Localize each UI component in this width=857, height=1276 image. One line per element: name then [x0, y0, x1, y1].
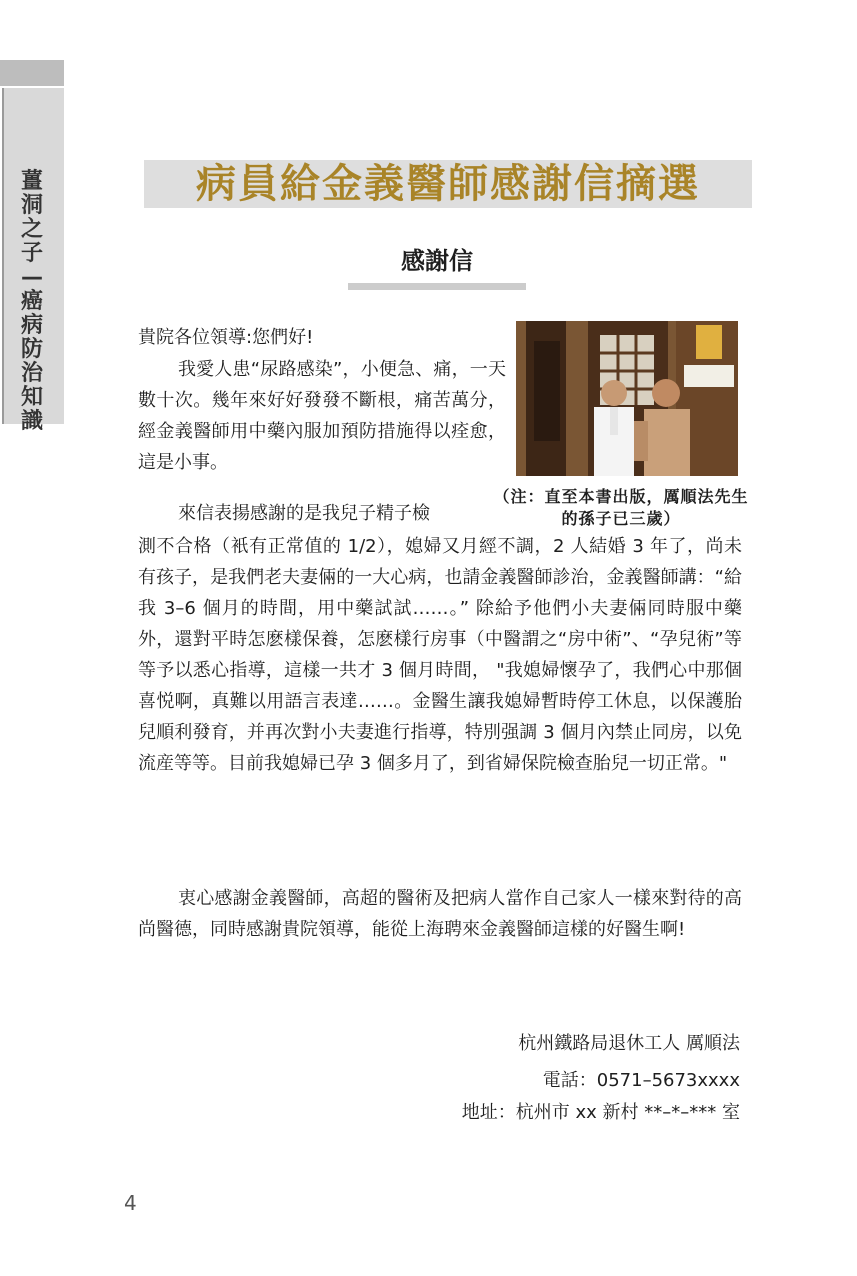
signature-phone: 電話：0571–5673xxxx: [542, 1070, 740, 1091]
letter-greeting: 貴院各位領導:您們好!: [138, 327, 314, 348]
photo-caption: （注：直至本書出版，厲順法先生的孫子已三歲）: [493, 487, 749, 528]
side-tab-text: 薑洞之子—癌病防治知識: [20, 169, 43, 434]
signature-name: 杭州鐵路局退休工人 厲順法: [518, 1033, 740, 1054]
letter-paragraph-1: 我愛人患“尿路感染”，小便急、痛，一天數十次。幾年來好好發發不斷根，痛苦萬分，經金義醫師用中藥內服加預防措施得以痊愈，這是小事。: [138, 359, 506, 473]
photo: [516, 321, 738, 476]
letter-paragraph-2-start: 來信表揚感謝的是我兒子精子檢: [178, 503, 430, 524]
photo-illustration: [516, 321, 738, 476]
page-title: 病員給金義醫師感謝信摘選: [196, 160, 700, 207]
heading-underline: [348, 283, 526, 290]
signature-address: 地址：杭州市 xx 新村 **–*–*** 室: [461, 1102, 740, 1123]
letter-heading: 感謝信: [401, 247, 473, 275]
letter-paragraph-3: 衷心感謝金義醫師，高超的醫術及把病人當作自己家人一樣來對待的高尚醫德，同時感謝貴院領導，能從上海聘來金義醫師這樣的好醫生啊!: [138, 888, 742, 940]
page-number: 4: [124, 1191, 137, 1215]
side-tab-top: [0, 60, 64, 86]
letter-paragraph-2: 測不合格（衹有正常值的 1/2），媳婦又月經不調，2 人結婚 3 年了，尚未有孩子，是我們老夫妻倆的一大心病，也請金義醫師診治，金義醫師講：“給我 3–6 個月的時間，用中藥試試……。” 除給予他們小夫妻倆同時服中藥外，還對平時怎麽樣保養，怎麽樣行房事（中醫謂之“房中術”、“孕兒術”等等予以悉心指導，這樣一共才 3 個月時間， "我媳婦懷孕了，我們心中那個喜悦啊，真難以用語言表達……。金醫生讓我媳婦暫時停工休息，以保護胎兒順利發育，并再次對小夫妻進行指導，特別强調 3 個月內禁止同房，以免流産等等。目前我媳婦已孕 3 個多月了，到省婦保院檢查胎兒一切正常。": [138, 536, 742, 774]
